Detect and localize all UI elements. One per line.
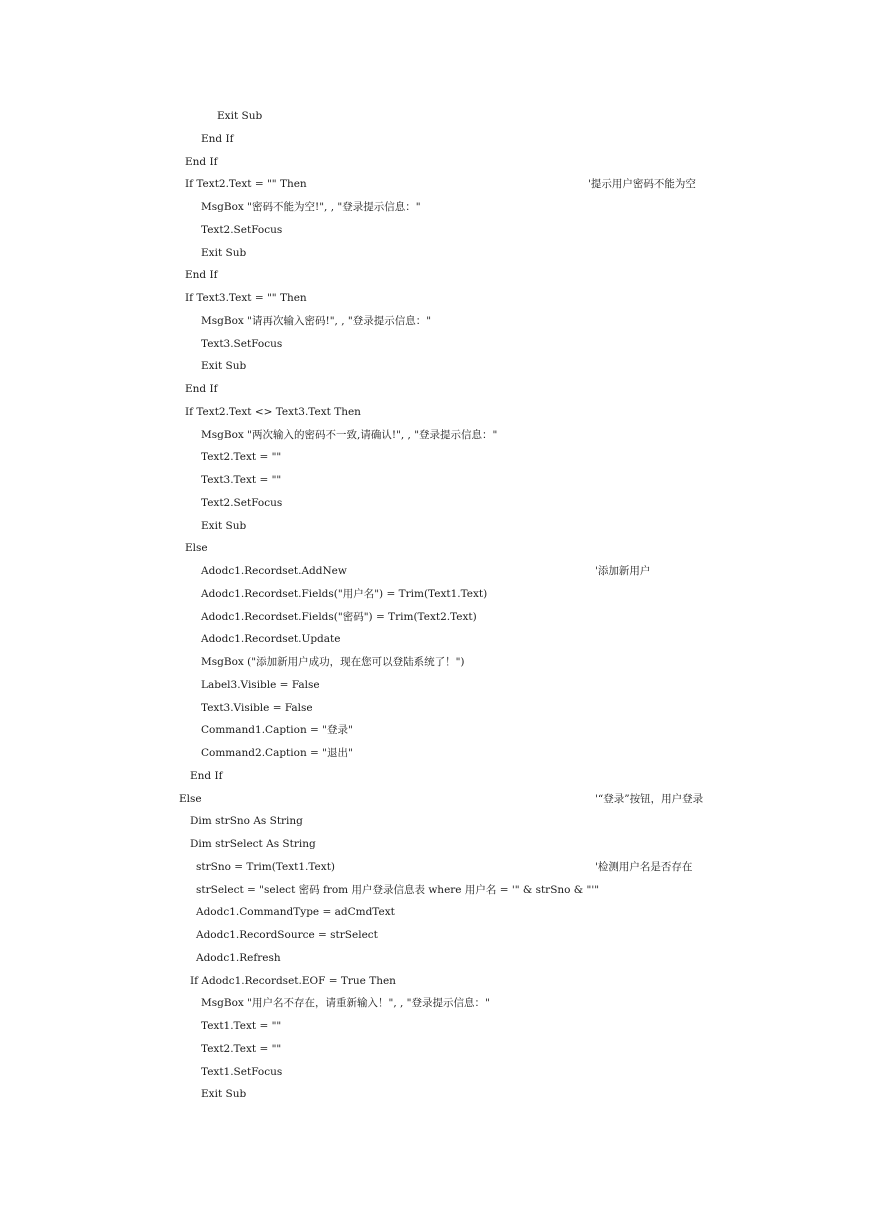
code-text: Text3.Visible = False bbox=[201, 702, 313, 714]
code-text: Text2.Text = "" bbox=[201, 1043, 282, 1055]
code-text: Adodc1.Refresh bbox=[196, 952, 281, 964]
code-text: End If bbox=[185, 383, 218, 395]
code-text: Text3.Text = "" bbox=[201, 474, 282, 486]
code-line bbox=[0, 652, 869, 672]
code-text: Adodc1.Recordset.Update bbox=[201, 633, 341, 645]
code-line bbox=[0, 152, 869, 172]
code-text: Text2.SetFocus bbox=[201, 224, 283, 236]
code-text: End If bbox=[190, 770, 223, 782]
code-line bbox=[0, 334, 869, 354]
code-line bbox=[0, 1062, 869, 1082]
code-line bbox=[0, 1016, 869, 1036]
code-text: If Text2.Text = "" Then bbox=[185, 178, 307, 190]
code-line bbox=[0, 811, 869, 831]
code-line bbox=[0, 174, 869, 194]
code-text: Exit Sub bbox=[201, 520, 247, 532]
code-comment: '添加新用户 bbox=[595, 565, 651, 577]
code-line bbox=[0, 1039, 869, 1059]
code-text: Exit Sub bbox=[217, 110, 263, 122]
code-line bbox=[0, 129, 869, 149]
code-text: Exit Sub bbox=[201, 1088, 247, 1100]
code-line bbox=[0, 698, 869, 718]
code-line bbox=[0, 106, 869, 126]
code-text: End If bbox=[185, 269, 218, 281]
code-text: MsgBox ("添加新用户成功，现在您可以登陆系统了！") bbox=[201, 656, 465, 668]
code-line bbox=[0, 356, 869, 376]
code-line bbox=[0, 265, 869, 285]
code-line bbox=[0, 379, 869, 399]
code-text: Adodc1.RecordSource = strSelect bbox=[196, 929, 378, 941]
code-text: MsgBox "密码不能为空!", , "登录提示信息：" bbox=[201, 201, 421, 213]
code-text: Exit Sub bbox=[201, 247, 247, 259]
code-line bbox=[0, 402, 869, 422]
code-line bbox=[0, 743, 869, 763]
code-text: strSno = Trim(Text1.Text) bbox=[196, 861, 336, 873]
code-text: Dim strSelect As String bbox=[190, 838, 316, 850]
code-line bbox=[0, 948, 869, 968]
code-text: Command1.Caption = "登录" bbox=[201, 724, 353, 736]
code-text: Text2.SetFocus bbox=[201, 497, 283, 509]
code-text: Label3.Visible = False bbox=[201, 679, 320, 691]
code-text: MsgBox "两次输入的密码不一致,请确认!", , "登录提示信息：" bbox=[201, 429, 498, 441]
code-line bbox=[0, 197, 869, 217]
code-line bbox=[0, 288, 869, 308]
code-text: Exit Sub bbox=[201, 360, 247, 372]
code-line bbox=[0, 425, 869, 445]
code-text: MsgBox "请再次输入密码!", , "登录提示信息：" bbox=[201, 315, 432, 327]
code-text: Command2.Caption = "退出" bbox=[201, 747, 353, 759]
code-text: Adodc1.CommandType = adCmdText bbox=[196, 906, 395, 918]
code-line bbox=[0, 220, 869, 240]
code-line bbox=[0, 311, 869, 331]
code-text: Adodc1.Recordset.Fields("用户名") = Trim(Text1.Text) bbox=[201, 588, 488, 600]
code-text: MsgBox "用户名不存在，请重新输入！", , "登录提示信息：" bbox=[201, 997, 490, 1009]
code-text: If Text2.Text <> Text3.Text Then bbox=[185, 406, 361, 418]
code-line bbox=[0, 925, 869, 945]
code-line bbox=[0, 1084, 869, 1104]
code-line bbox=[0, 880, 869, 900]
code-comment: '检测用户名是否存在 bbox=[595, 861, 693, 873]
code-line bbox=[0, 766, 869, 786]
code-line bbox=[0, 243, 869, 263]
code-line bbox=[0, 607, 869, 627]
code-line bbox=[0, 720, 869, 740]
code-line bbox=[0, 470, 869, 490]
code-line bbox=[0, 993, 869, 1013]
code-line bbox=[0, 789, 869, 809]
code-text: Text1.Text = "" bbox=[201, 1020, 282, 1032]
code-line bbox=[0, 538, 869, 558]
code-text: If Adodc1.Recordset.EOF = True Then bbox=[190, 975, 396, 987]
code-line bbox=[0, 834, 869, 854]
code-line bbox=[0, 857, 869, 877]
code-line bbox=[0, 971, 869, 991]
code-text: Text1.SetFocus bbox=[201, 1066, 283, 1078]
code-line bbox=[0, 447, 869, 467]
code-line bbox=[0, 561, 869, 581]
code-text: End If bbox=[185, 156, 218, 168]
code-text: End If bbox=[201, 133, 234, 145]
code-text: Else bbox=[185, 542, 208, 554]
code-text: Text3.SetFocus bbox=[201, 338, 283, 350]
code-line bbox=[0, 675, 869, 695]
code-line bbox=[0, 629, 869, 649]
code-text: strSelect = "select 密码 from 用户登录信息表 where 用户名 = '" & strSno & "'" bbox=[196, 884, 600, 896]
code-text: Text2.Text = "" bbox=[201, 451, 282, 463]
code-line bbox=[0, 584, 869, 604]
code-text: Adodc1.Recordset.Fields("密码") = Trim(Text2.Text) bbox=[201, 611, 477, 623]
code-text: Dim strSno As String bbox=[190, 815, 303, 827]
code-text: Else bbox=[179, 793, 202, 805]
code-line bbox=[0, 516, 869, 536]
code-line bbox=[0, 493, 869, 513]
code-comment: '“登录”按钮，用户登录 bbox=[595, 793, 704, 805]
code-text: Adodc1.Recordset.AddNew bbox=[201, 565, 347, 577]
code-text: If Text3.Text = "" Then bbox=[185, 292, 307, 304]
code-comment: '提示用户密码不能为空 bbox=[588, 178, 696, 190]
code-line bbox=[0, 902, 869, 922]
